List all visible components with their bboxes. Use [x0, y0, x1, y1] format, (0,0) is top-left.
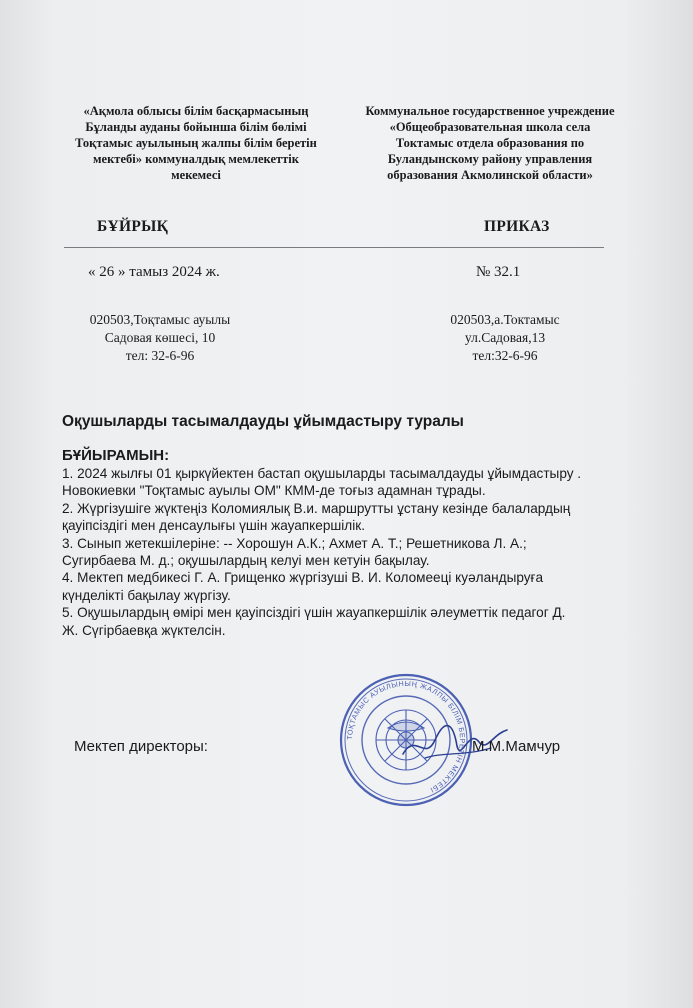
- header-kz-line: мектебі» коммуналдық мемлекеттік: [93, 152, 299, 166]
- header-ru-institution: [345, 103, 635, 183]
- order-line: қауіпсіздігі мен денсаулығы үшін жауапкершілік.: [62, 518, 365, 534]
- order-line: Новокиевки "Тоқтамыс ауылы ОМ" КММ-де тоғыз адамнан тұрады.: [62, 483, 486, 499]
- order-body: [62, 465, 652, 639]
- order-line: 5. Оқушылардың өмірі мен қауіпсіздігі үшін жауапкершілік әлеуметтік педагог Д.: [62, 605, 566, 621]
- address-line: 020503,а.Токтамыс: [450, 312, 560, 327]
- address-line: Садовая көшесі, 10: [104, 330, 216, 345]
- header-kz-line: Тоқтамыс ауылының жалпы білім беретін: [75, 136, 317, 150]
- order-date: « 26 » тамыз 2024 ж.: [88, 264, 220, 280]
- order-title-ru: ПРИКАЗ: [484, 218, 550, 235]
- header-ru-line: Буландынскому району управления: [387, 152, 593, 166]
- address-line: ул.Садовая,13: [464, 330, 546, 345]
- header-ru-line: «Общеобразовательная школа села: [389, 120, 591, 134]
- header-ru-line: Коммунальное государственное учреждение: [365, 104, 615, 118]
- order-line: 1. 2024 жылғы 01 қыркүйектен бастап оқушыларды тасымалдауды ұйымдастыру .: [62, 466, 582, 481]
- order-line: күнделікті бақылау жүргізу.: [62, 587, 231, 603]
- address-line: 020503,Тоқтамыс ауылы: [89, 312, 231, 327]
- address-line: тел: 32-6-96: [125, 348, 195, 363]
- header-ru-line: образования Акмолинской области»: [387, 168, 593, 182]
- header-kz-line: «Ақмола облысы білім басқармасының: [83, 104, 309, 118]
- address-line: тел:32-6-96: [472, 348, 538, 363]
- header-ru-line: Токтамыс отдела образования по: [395, 136, 585, 150]
- header-kz-line: мекемесі: [171, 168, 221, 182]
- order-title-kz: БҰЙРЫҚ: [97, 218, 169, 235]
- order-line: 4. Мектеп медбикесі Г. А. Грищенко жүргізуші В. И. Коломееці куәландыруға: [62, 570, 544, 586]
- order-subject: Оқушыларды тасымалдауды ұйымдастыру туралы: [62, 413, 464, 430]
- stamp-text: ТОҚТАМЫС АУЫЛЫНЫҢ ЖАЛПЫ БІЛІМ БЕРЕТІН МЕКТЕБІ: [344, 678, 468, 795]
- order-line: 3. Сынып жетекшілеріне: -- Хорошун А.К.; Ахмет А. Т.; Решетникова Л. А.;: [62, 535, 527, 551]
- address-ru: [405, 311, 605, 365]
- address-kz: [60, 311, 260, 365]
- header-divider: [64, 247, 604, 248]
- director-name: М.М.Мамчур: [472, 738, 561, 755]
- order-line: Ж. Сүгірбаевқа жүктелсін.: [62, 622, 226, 638]
- signature-label: Мектеп директоры:: [74, 738, 208, 755]
- header-kz-institution: [62, 103, 330, 183]
- order-line: 2. Жүргізушіге жүктеңіз Коломиялық В.и. маршрутты ұстану кезінде балалардың: [62, 500, 571, 516]
- order-heading: БҰЙЫРАМЫН:: [62, 447, 170, 464]
- header-kz-line: Бұланды ауданы бойынша білім бөлімі: [85, 120, 307, 134]
- order-number: № 32.1: [476, 264, 521, 280]
- order-line: Сугирбаева М. д.; оқушылардың келуі мен кетуін бақылау.: [62, 553, 430, 569]
